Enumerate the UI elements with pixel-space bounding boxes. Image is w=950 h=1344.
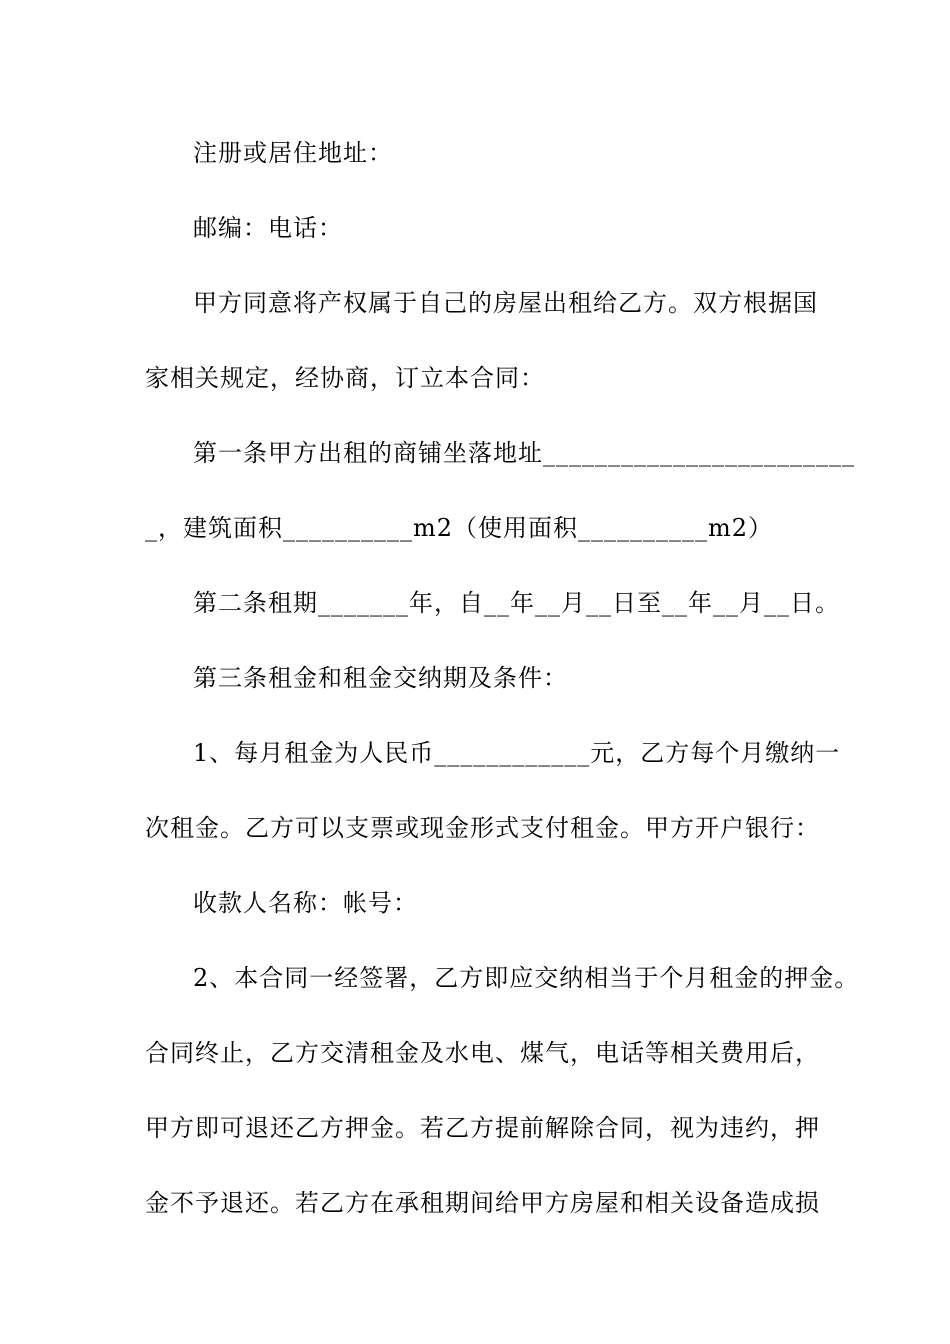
line-clause-2-cont-1: 合同终止，乙方交清租金及水电、煤气，电话等相关费用后， (145, 1039, 820, 1067)
line-clause-2-cont-3: 金不予退还。若乙方在承租期间给甲方房屋和相关设备造成损 (145, 1189, 820, 1217)
line-clause-1: 1、每月租金为人民币____________元，乙方每个月缴纳一 (193, 739, 841, 767)
line-registered-address: 注册或居住地址： (193, 139, 393, 167)
line-article-3: 第三条租金和租金交纳期及条件： (193, 664, 568, 692)
line-clause-1-cont: 次租金。乙方可以支票或现金形式支付租金。甲方开户银行： (145, 814, 820, 842)
line-clause-2: 2、本合同一经签署，乙方即应交纳相当于个月租金的押金。 (193, 964, 860, 992)
line-article-2: 第二条租期_______年，自__年__月__日至__年__月__日。 (193, 589, 840, 617)
line-clause-2-cont-2: 甲方即可退还乙方押金。若乙方提前解除合同，视为违约，押 (145, 1114, 820, 1142)
line-article-1: 第一条甲方出租的商铺坐落地址________________________ (193, 439, 855, 467)
line-agreement-intro-cont: 家相关规定，经协商，订立本合同： (145, 364, 545, 392)
line-payee-account: 收款人名称：帐号： (193, 889, 418, 917)
line-article-1-area: _，建筑面积__________m2（使用面积__________m2） (145, 514, 774, 542)
line-agreement-intro: 甲方同意将产权属于自己的房屋出租给乙方。双方根据国 (193, 289, 818, 317)
line-postcode-phone: 邮编：电话： (193, 214, 343, 242)
